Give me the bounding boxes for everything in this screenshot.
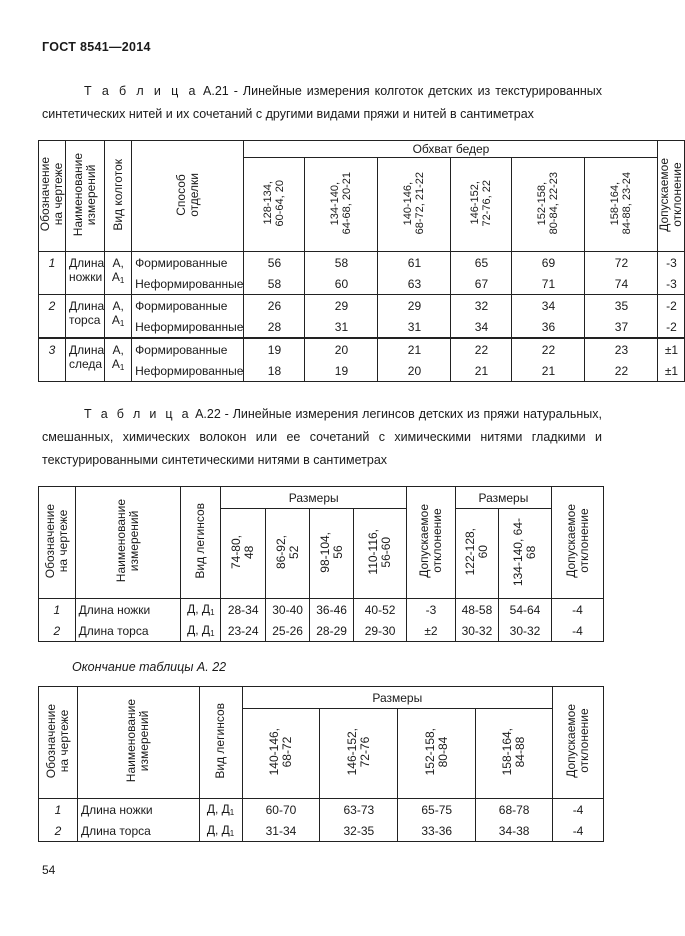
row-number: 2 — [39, 820, 78, 842]
table-row — [39, 273, 685, 295]
value-cell: 63-73 — [320, 799, 398, 821]
value-cell: 34 — [451, 316, 512, 338]
measure-name: Длина ножки — [75, 599, 181, 621]
row-number: 1 — [39, 252, 66, 295]
head-designation: Обозначение на чертеже — [39, 487, 76, 599]
head-measure-name: Наименование измерений — [75, 487, 181, 599]
table-row — [39, 799, 604, 821]
value-cell: 18 — [244, 360, 305, 382]
table-a21 — [38, 140, 685, 382]
head-group-sizes: Размеры — [221, 487, 407, 509]
value-cell: 31 — [378, 316, 451, 338]
head-size: 146-152, 72-76, 22 — [451, 158, 512, 252]
measure-name: Длина торса — [75, 620, 181, 642]
kind-cell — [105, 338, 132, 382]
head-size: 152-158, 80-84 — [398, 709, 476, 799]
deviation-cell: -4 — [553, 820, 604, 842]
kind-text: Д, Д — [187, 623, 211, 637]
head-size: 134-140, 64- 68 — [499, 509, 552, 599]
measure-name: Длина торса — [66, 295, 105, 339]
value-cell: 34-38 — [476, 820, 553, 842]
table-a21-caption — [42, 80, 602, 126]
value-cell: 72 — [585, 252, 658, 274]
head-size: 128-134, 60-64, 20 — [244, 158, 305, 252]
table-row — [39, 316, 685, 338]
deviation-cell: ±2 — [407, 620, 456, 642]
finish-method: Формированные — [132, 295, 244, 317]
value-cell: 19 — [244, 338, 305, 360]
head-measure-name: Наименование измерений — [66, 141, 105, 252]
row-number: 3 — [39, 338, 66, 382]
head-deviation: Допускаемое отклонение — [552, 487, 604, 599]
value-cell: 20 — [378, 360, 451, 382]
value-cell: 71 — [512, 273, 585, 295]
value-cell: 32-35 — [320, 820, 398, 842]
table-row — [39, 295, 685, 317]
finish-method: Неформированные — [132, 316, 244, 338]
caption-text: А.21 - Линейные измерения колготок детских из текстурированных синтетических нитей и их сочетаний с другими видами пряжи и нитей в сантиметрах — [42, 84, 602, 121]
measure-name: Длина ножки — [66, 252, 105, 295]
kind-subscript: 1 — [119, 319, 125, 328]
value-cell: 58 — [305, 252, 378, 274]
value-cell: 36 — [512, 316, 585, 338]
measure-name: Длина торса — [77, 820, 199, 842]
value-cell: 22 — [451, 338, 512, 360]
value-cell: 22 — [585, 360, 658, 382]
table-row — [39, 820, 604, 842]
head-size: 110-116, 56-60 — [354, 509, 407, 599]
kind-cell — [181, 620, 221, 642]
value-cell: 54-64 — [499, 599, 552, 621]
value-cell: 29 — [305, 295, 378, 317]
head-designation: Обозначение на чертеже — [39, 687, 78, 799]
measure-name: Длина ножки — [77, 799, 199, 821]
value-cell: 32 — [451, 295, 512, 317]
value-cell: 74 — [585, 273, 658, 295]
head-deviation: Допускаемое отклонение — [407, 487, 456, 599]
head-size: 152-158, 80-84, 22-23 — [512, 158, 585, 252]
value-cell: 60-70 — [242, 799, 320, 821]
value-cell: 33-36 — [398, 820, 476, 842]
table-a22-caption — [42, 403, 602, 472]
head-size: 98-104, 56 — [310, 509, 354, 599]
value-cell: 19 — [305, 360, 378, 382]
value-cell: 63 — [378, 273, 451, 295]
page-header: ГОСТ 8541—2014 — [42, 40, 151, 54]
table-row — [39, 620, 604, 642]
head-deviation: Допускаемое отклонение — [553, 687, 604, 799]
head-group-sizes: Размеры — [242, 687, 553, 709]
head-size: 158-164, 84-88, 23-24 — [585, 158, 658, 252]
deviation-cell: -3 — [658, 273, 685, 295]
caption-label: Т а б л и ц а — [84, 84, 199, 98]
kind-subscript: 1 — [210, 608, 215, 617]
head-finish: Способ отделки — [132, 141, 244, 252]
value-cell: 40-52 — [354, 599, 407, 621]
head-kind: Вид легинсов — [199, 687, 242, 799]
head-measure-name: Наименование измерений — [77, 687, 199, 799]
value-cell: 21 — [512, 360, 585, 382]
kind-text: Д, Д — [206, 802, 230, 816]
head-size: 86-92, 52 — [266, 509, 310, 599]
value-cell: 34 — [512, 295, 585, 317]
value-cell: 26 — [244, 295, 305, 317]
table-a22 — [38, 486, 604, 642]
value-cell: 35 — [585, 295, 658, 317]
value-cell: 29-30 — [354, 620, 407, 642]
kind-subscript: 1 — [119, 363, 125, 372]
head-size: 140-146, 68-72, 21-22 — [378, 158, 451, 252]
value-cell: 60 — [305, 273, 378, 295]
table-row — [39, 360, 685, 382]
value-cell: 28-29 — [310, 620, 354, 642]
value-cell: 28 — [244, 316, 305, 338]
value-cell: 69 — [512, 252, 585, 274]
value-cell: 65-75 — [398, 799, 476, 821]
deviation-cell: -3 — [658, 252, 685, 274]
kind-subscript: 1 — [210, 629, 215, 638]
deviation-cell: -4 — [552, 599, 604, 621]
table-row — [39, 252, 685, 274]
value-cell: 31-34 — [242, 820, 320, 842]
kind-subscript: 1 — [229, 829, 235, 838]
deviation-cell: -3 — [407, 599, 456, 621]
caption-label: Т а б л и ц а — [84, 407, 192, 421]
table-row — [39, 599, 604, 621]
deviation-cell: -2 — [658, 295, 685, 317]
kind-text: Д, Д — [206, 823, 230, 837]
value-cell: 30-32 — [499, 620, 552, 642]
head-size: 134-140, 64-68, 20-21 — [305, 158, 378, 252]
value-cell: 25-26 — [266, 620, 310, 642]
row-number: 1 — [39, 599, 76, 621]
kind-subscript: 1 — [119, 276, 125, 285]
kind-text: А, А — [111, 343, 124, 371]
value-cell: 29 — [378, 295, 451, 317]
value-cell: 28-34 — [221, 599, 266, 621]
kind-cell — [181, 599, 221, 621]
kind-cell — [105, 295, 132, 339]
value-cell: 30-32 — [455, 620, 498, 642]
head-kind: Вид легинсов — [181, 487, 221, 599]
finish-method: Неформированные — [132, 360, 244, 382]
deviation-cell: -4 — [553, 799, 604, 821]
value-cell: 23-24 — [221, 620, 266, 642]
head-size: 74-80, 48 — [221, 509, 266, 599]
value-cell: 48-58 — [455, 599, 498, 621]
kind-text: А, А — [111, 256, 124, 284]
kind-cell — [199, 799, 242, 821]
value-cell: 37 — [585, 316, 658, 338]
kind-text: Д, Д — [187, 602, 211, 616]
value-cell: 23 — [585, 338, 658, 360]
value-cell: 58 — [244, 273, 305, 295]
value-cell: 61 — [378, 252, 451, 274]
head-kind: Вид колготок — [105, 141, 132, 252]
head-designation: Обозначение на чертеже — [39, 141, 66, 252]
row-number: 2 — [39, 620, 76, 642]
value-cell: 56 — [244, 252, 305, 274]
measure-name: Длина следа — [66, 338, 105, 382]
value-cell: 67 — [451, 273, 512, 295]
kind-cell — [105, 252, 132, 295]
head-size: 140-146, 68-72 — [242, 709, 320, 799]
head-group-hips: Обхват бедер — [244, 141, 658, 158]
table-a22-end — [38, 686, 604, 842]
deviation-cell: ±1 — [658, 360, 685, 382]
value-cell: 21 — [378, 338, 451, 360]
value-cell: 31 — [305, 316, 378, 338]
value-cell: 65 — [451, 252, 512, 274]
kind-cell — [199, 820, 242, 842]
value-cell: 21 — [451, 360, 512, 382]
value-cell: 22 — [512, 338, 585, 360]
deviation-cell: -2 — [658, 316, 685, 338]
head-size: 158-164, 84-88 — [476, 709, 553, 799]
page-number: 54 — [42, 863, 56, 877]
kind-subscript: 1 — [229, 808, 235, 817]
value-cell: 20 — [305, 338, 378, 360]
row-number: 2 — [39, 295, 66, 339]
deviation-cell: -4 — [552, 620, 604, 642]
row-number: 1 — [39, 799, 78, 821]
head-deviation: Допускаемое отклонение — [658, 141, 685, 252]
value-cell: 36-46 — [310, 599, 354, 621]
table-a22-end-caption: Окончание таблицы А. 22 — [72, 660, 227, 674]
head-size: 122-128, 60 — [455, 509, 498, 599]
finish-method: Неформированные — [132, 273, 244, 295]
table-row — [39, 338, 685, 360]
value-cell: 68-78 — [476, 799, 553, 821]
finish-method: Формированные — [132, 338, 244, 360]
value-cell: 30-40 — [266, 599, 310, 621]
finish-method: Формированные — [132, 252, 244, 274]
deviation-cell: ±1 — [658, 338, 685, 360]
caption-text: А.22 - Линейные измерения легинсов детских из пряжи натуральных, смешанных, химических волокон или ее сочетаний с химическими нитями гладкими и текстурированными синтетическими нитями в сантиметрах — [42, 407, 602, 467]
head-size: 146-152, 72-76 — [320, 709, 398, 799]
kind-text: А, А — [111, 299, 124, 327]
head-group-sizes: Размеры — [455, 487, 551, 509]
